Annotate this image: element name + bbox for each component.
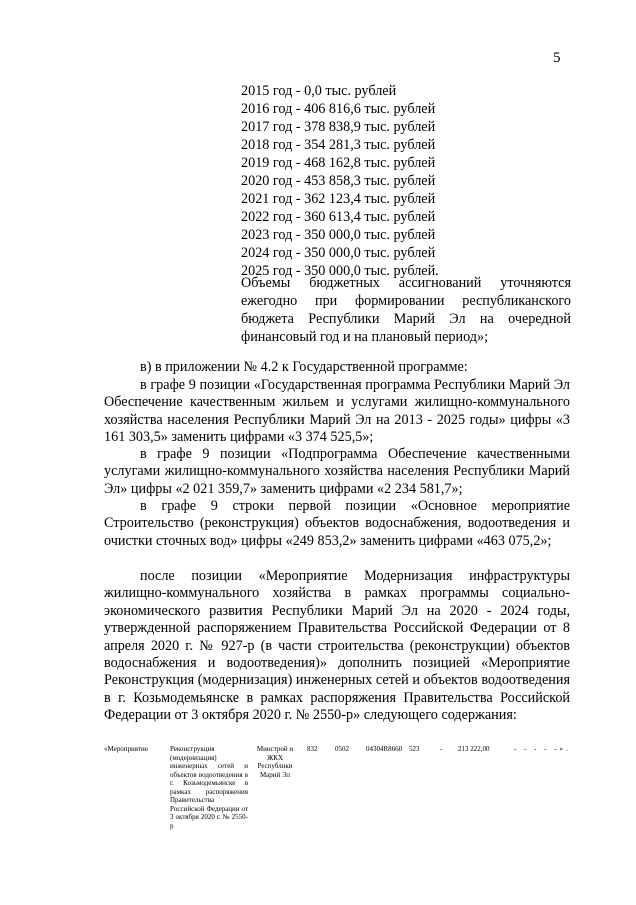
page-number: 5 bbox=[553, 50, 561, 66]
table-cell-name: Реконструкция (модернизация) инженерных сетей и объектов водоотведения в г. Козьмодемьянске в рамках распоряжения Правительства Российской Федерации от 3 октября 2020 г. № 2550-р bbox=[170, 745, 248, 830]
table-cell-rzpr: 0502 bbox=[335, 745, 349, 753]
budget-list bbox=[241, 82, 571, 280]
budget-line-2016: 2016 год - 406 816,6 тыс. рублей bbox=[241, 101, 436, 117]
budget-line-2018: 2018 год - 354 281,3 тыс. рублей bbox=[241, 137, 436, 153]
budget-line-2025: 2025 год - 350 000,0 тыс. рублей. bbox=[241, 263, 439, 279]
paragraph-new-position: после позиции «Мероприятие Модернизация инфраструктуры жилищно-коммунального хозяйства в рамках программы социально-экономического развития Республики Марий Эл на 2020 - 2024 годы, утвержденной распоряжением Правительства Российской Федерации от 8 апреля 2020 г. № 927-р (в части строительства (реконструкции) объектов водоснабжения и водоотведения)» дополнить позицией «Мероприятие Реконструкция (модернизация) инженерных сетей и объектов водоотведения в г. Козьмодемьянске в рамках распоряжения Правительства Российской Федерации от 3 октября 2020 г. № 2550-р» следующего содержания: bbox=[104, 568, 570, 724]
budget-line-2023: 2023 год - 350 000,0 тыс. рублей bbox=[241, 227, 436, 243]
paragraph-main-activity: в графе 9 строки первой позиции «Основное мероприятие Строительство (реконструкция) объектов водоснабжения, водоотведения и очистки сточных вод» цифры «249 853,2» заменить цифрами «463 075,2»; bbox=[104, 498, 570, 549]
budget-line-2019: 2019 год - 468 162,8 тыс. рублей bbox=[241, 155, 436, 171]
paragraph-state-program: в графе 9 позиции «Государственная программа Республики Марий Эл Обеспечение качественным жильем и услугами жилищно-коммунального хозяйства населения Республики Марий Эл на 2013 - 2025 годы» цифры «3 161 303,5» заменить цифрами «3 374 525,5»; bbox=[104, 377, 570, 446]
paragraph-subprogram: в графе 9 позиции «Подпрограмма Обеспечение качественными услугами жилищно-коммунального хозяйства населения Республики Марий Эл» цифры «2 021 359,7» заменить цифрами «2 234 581,7»; bbox=[104, 446, 570, 497]
budget-line-2022: 2022 год - 360 613,4 тыс. рублей bbox=[241, 209, 436, 225]
table-cell-amount: 213 222,00 bbox=[458, 745, 490, 753]
table-cell-executor: Минстрой и ЖКХ Республики Марий Эл bbox=[256, 745, 294, 779]
table-cell-vr: 523 bbox=[409, 745, 420, 753]
budget-line-2015: 2015 год - 0,0 тыс. рублей bbox=[241, 83, 397, 99]
budget-line-2017: 2017 год - 378 838,9 тыс. рублей bbox=[241, 119, 436, 135]
budget-line-2021: 2021 год - 362 123,4 тыс. рублей bbox=[241, 191, 436, 207]
table-cell-type: «Мероприятие bbox=[104, 745, 148, 753]
budget-line-2020: 2020 год - 453 858,3 тыс. рублей bbox=[241, 173, 436, 189]
table-cell-csr: 04304R8660 bbox=[366, 745, 403, 753]
table-cell-remaining-years: - - - - -». bbox=[514, 745, 571, 753]
budget-note: Объемы бюджетных ассигнований уточняются ежегодно при формировании республиканского бюджета Республики Марий Эл на очередной финансовый год и на плановый период»; bbox=[241, 275, 571, 345]
paragraph-appendix-heading: в) в приложении № 4.2 к Государственной программе: bbox=[140, 359, 468, 375]
table-cell-grbs: 832 bbox=[307, 745, 318, 753]
table-cell-year-a: - bbox=[440, 745, 443, 753]
budget-line-2024: 2024 год - 350 000,0 тыс. рублей bbox=[241, 245, 436, 261]
